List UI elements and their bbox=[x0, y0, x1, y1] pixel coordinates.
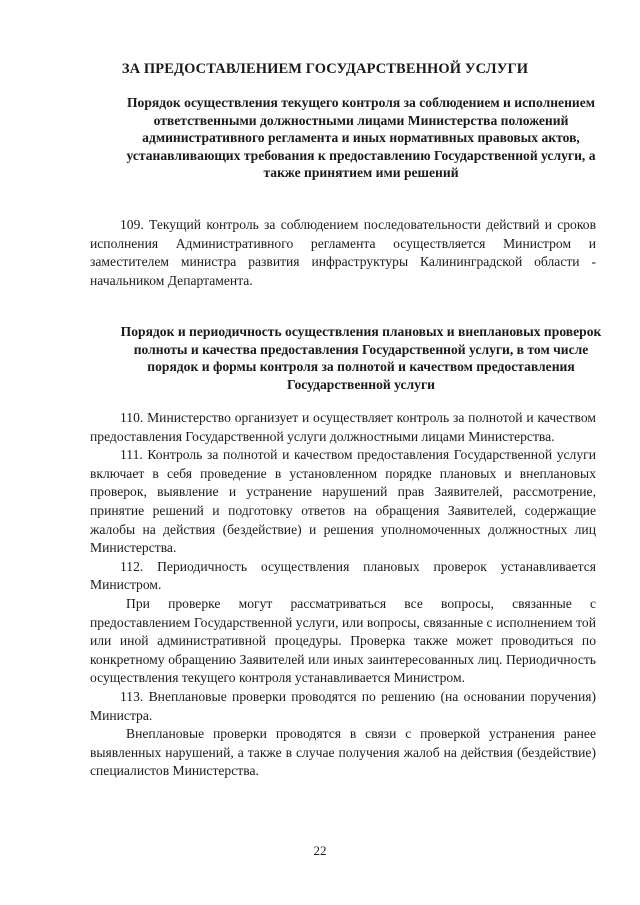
paragraph-113: 113. Внеплановые проверки проводятся по решению (на основании поручения) Министра. bbox=[90, 688, 596, 723]
section-title-inspections: Порядок и периодичность осуществления плановых и внеплановых проверок полноты и качества предоставления Государственной услуги, в том числе порядок и формы контроля за полнотой и качеством предоставления Государственной услуги bbox=[120, 324, 602, 392]
paragraph-112-continued: При проверке могут рассматриваться все вопросы, связанные с предоставлением Государственной услуги, или вопросы, связанные с исполнением той или иной административной процедуры. Проверка также может проводиться по конкретному обращению Заявителей или иных заинтересованных лиц. Периодичность осуществления текущего контроля устанавливается Министром. bbox=[90, 595, 596, 686]
paragraph-113-continued: Внеплановые проверки проводятся в связи с проверкой устранения ранее выявленных нарушений, а также в случае получения жалоб на действия (бездействие) специалистов Министерства. bbox=[90, 726, 596, 779]
section-body-current-control bbox=[90, 216, 596, 290]
paragraph-110: 110. Министерство организует и осуществляет контроль за полнотой и качеством предоставления Государственной услуги должностными лицами Министерства. bbox=[90, 410, 596, 444]
main-heading: ЗА ПРЕДОСТАВЛЕНИЕМ ГОСУДАРСТВЕННОЙ УСЛУГИ bbox=[121, 61, 529, 77]
section-body-inspections bbox=[90, 409, 596, 781]
paragraph-111: 111. Контроль за полнотой и качеством предоставления Государственной услуги включает в себя проведение в установленном порядке плановых и внеплановых проверок, выявление и устранение нарушений прав Заявителей, рассмотрение, принятие решений и подготовку ответов на обращения Заявителей, содержащие жалобы на действия (бездействие) и решения уполномоченных должностных лиц Министерства. bbox=[90, 447, 596, 556]
page-number: 22 bbox=[313, 843, 327, 858]
section-title-current-control: Порядок осуществления текущего контроля за соблюдением и исполнением ответственными должностными лицами Министерства положений административного регламента и иных нормативных правовых актов, устанавливающих требования к предоставлению Государственной услуги, а также принятием ими решений bbox=[126, 95, 596, 181]
paragraph-112: 112. Периодичность осуществления плановых проверок устанавливается Министром. bbox=[90, 558, 596, 593]
paragraph-109: 109. Текущий контроль за соблюдением последовательности действий и сроков исполнения Административного регламента осуществляется Министром и заместителем министра развития инфраструктуры Калининградской области - начальником Департамента. bbox=[90, 217, 596, 288]
